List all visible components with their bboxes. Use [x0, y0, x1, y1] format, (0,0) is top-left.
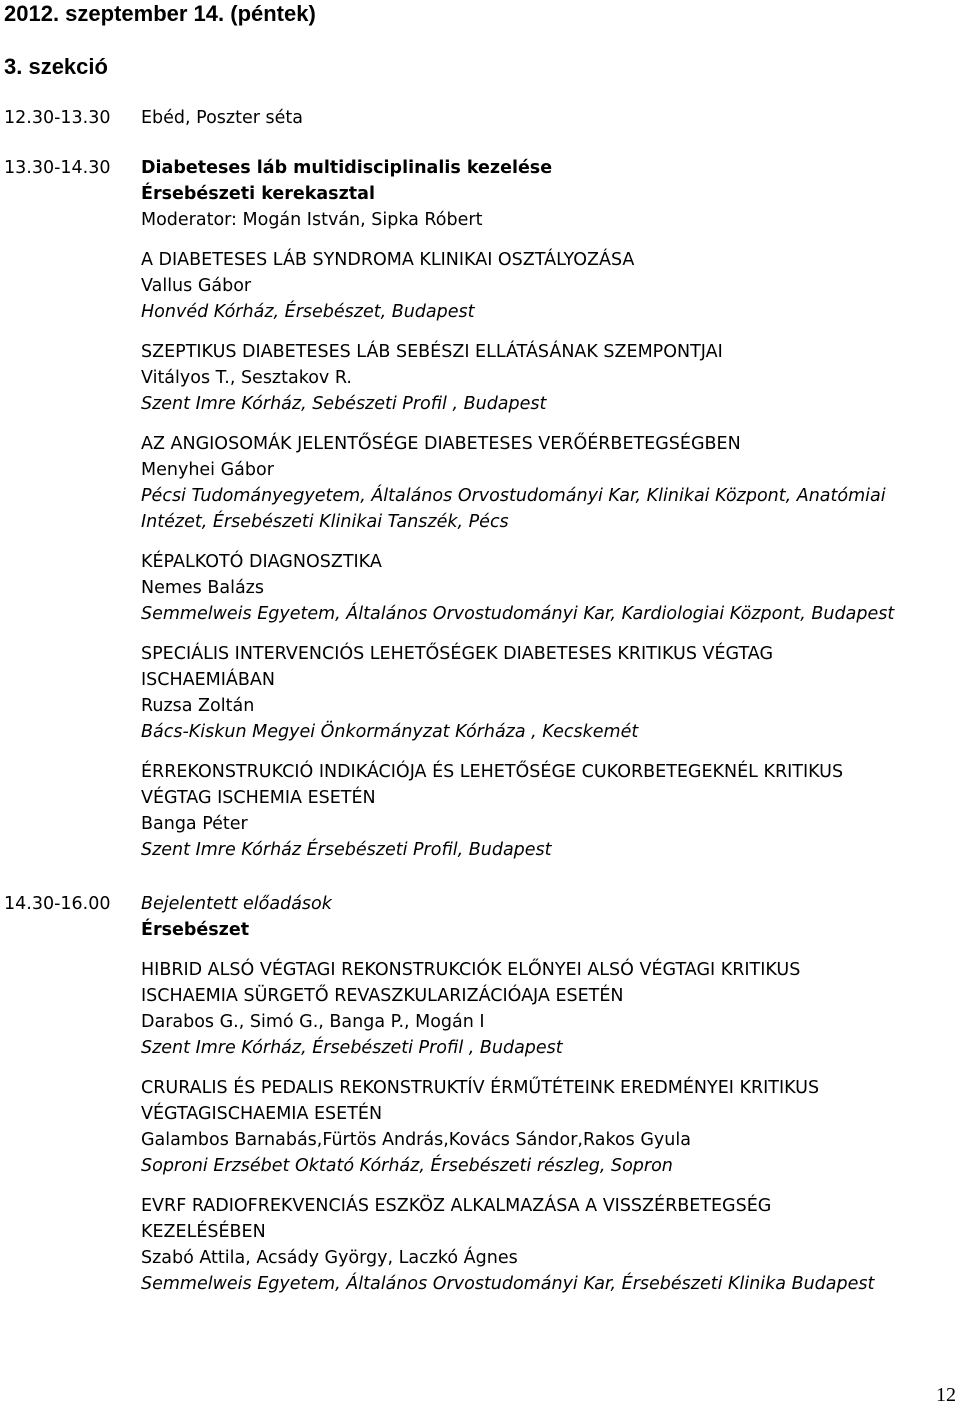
talk-authors: Szabó Attila, Acsády György, Laczkó Ágnes: [141, 1248, 518, 1268]
time-slot: 12.30-13.30: [4, 108, 111, 128]
talk-authors: Banga Péter: [141, 814, 248, 834]
talk-affiliation: Szent Imre Kórház, Sebészeti Profil , Budapest: [141, 394, 547, 414]
talk-authors: Ruzsa Zoltán: [141, 696, 255, 716]
time-slot: 14.30-16.00: [4, 894, 111, 914]
session-moderator: Moderator: Mogán István, Sipka Róbert: [141, 210, 483, 230]
page-number: 12: [936, 1384, 956, 1406]
session-subtitle: Érsebészeti kerekasztal: [141, 184, 375, 204]
talk-affiliation: Szent Imre Kórház Érsebészeti Profil, Budapest: [141, 840, 552, 860]
session-subtitle: Érsebészet: [141, 920, 250, 940]
talk-affiliation: Semmelweis Egyetem, Általános Orvostudományi Kar, Érsebészeti Klinika Budapest: [141, 1274, 875, 1294]
talk-title: SPECIÁLIS INTERVENCIÓS LEHETŐSÉGEK DIABETESES KRITIKUS VÉGTAG: [141, 644, 774, 664]
talk-authors: Galambos Barnabás,Fürtös András,Kovács Sándor,Rakos Gyula: [141, 1130, 691, 1150]
talk-title: VÉGTAGISCHAEMIA ESETÉN: [141, 1104, 383, 1124]
talk-authors: Vitályos T., Sesztakov R.: [141, 368, 352, 388]
talk-authors: Vallus Gábor: [141, 276, 252, 296]
talk-title: EVRF RADIOFREKVENCIÁS ESZKÖZ ALKALMAZÁSA A VISSZÉRBETEGSÉG: [141, 1196, 772, 1216]
talk-authors: Darabos G., Simó G., Banga P., Mogán I: [141, 1012, 485, 1032]
talk-title: CRURALIS ÉS PEDALIS REKONSTRUKTÍV ÉRMŰTÉTEINK EREDMÉNYEI KRITIKUS: [141, 1078, 820, 1098]
talk-title: ÉRREKONSTRUKCIÓ INDIKÁCIÓJA ÉS LEHETŐSÉGE CUKORBETEGEKNÉL KRITIKUS: [141, 762, 844, 782]
talk-title: AZ ANGIOSOMÁK JELENTŐSÉGE DIABETESES VERŐÉRBETEGSÉGBEN: [141, 434, 741, 454]
talk-affiliation: Intézet, Érsebészeti Klinikai Tanszék, Pécs: [141, 512, 509, 532]
talk-affiliation: Pécsi Tudományegyetem, Általános Orvostudományi Kar, Klinikai Központ, Anatómiai: [141, 486, 886, 506]
session-block: [141, 891, 958, 1297]
section-heading: 3. szekció: [4, 54, 108, 79]
talk-entry: [141, 1193, 958, 1297]
session-title: Bejelentett előadások: [141, 894, 332, 914]
talk-affiliation: Soproni Erzsébet Oktató Kórház, Érsebészeti részleg, Sopron: [141, 1156, 673, 1176]
talk-affiliation: Semmelweis Egyetem, Általános Orvostudományi Kar, Kardiologiai Központ, Budapest: [141, 604, 895, 624]
talk-entry: [141, 641, 958, 745]
page-date-heading: 2012. szeptember 14. (péntek): [4, 1, 316, 26]
talk-affiliation: Honvéd Kórház, Érsebészet, Budapest: [141, 302, 475, 322]
talk-affiliation: Bács-Kiskun Megyei Önkormányzat Kórháza , Kecskemét: [141, 722, 639, 742]
time-slot: 13.30-14.30: [4, 158, 111, 178]
talk-title: A DIABETESES LÁB SYNDROMA KLINIKAI OSZTÁLYOZÁSA: [141, 250, 635, 270]
talk-title: KEZELÉSÉBEN: [141, 1222, 266, 1242]
session-title: Diabeteses láb multidisciplinalis kezelése: [141, 158, 553, 178]
talk-entry: [141, 339, 958, 417]
talk-entry: [141, 1075, 958, 1179]
talk-authors: Menyhei Gábor: [141, 460, 274, 480]
talk-authors: Nemes Balázs: [141, 578, 264, 598]
talk-entry: [141, 549, 958, 627]
talk-title: KÉPALKOTÓ DIAGNOSZTIKA: [141, 552, 382, 572]
talk-affiliation: Szent Imre Kórház, Érsebészeti Profil , Budapest: [141, 1038, 563, 1058]
talk-entry: [141, 431, 958, 535]
talk-entry: [141, 759, 958, 863]
talk-entry: [141, 957, 958, 1061]
talk-title: HIBRID ALSÓ VÉGTAGI REKONSTRUKCIÓK ELŐNYEI ALSÓ VÉGTAGI KRITIKUS: [141, 960, 801, 980]
talk-title: ISCHAEMIA SÜRGETŐ REVASZKULARIZÁCIÓAJA ESETÉN: [141, 986, 624, 1006]
talk-title: SZEPTIKUS DIABETESES LÁB SEBÉSZI ELLÁTÁSÁNAK SZEMPONTJAI: [141, 342, 723, 362]
slot-title: Ebéd, Poszter séta: [141, 108, 303, 128]
talk-entry: [141, 247, 958, 325]
session-block: [141, 155, 958, 863]
talk-title: VÉGTAG ISCHEMIA ESETÉN: [141, 788, 376, 808]
talk-title: ISCHAEMIÁBAN: [141, 670, 275, 690]
